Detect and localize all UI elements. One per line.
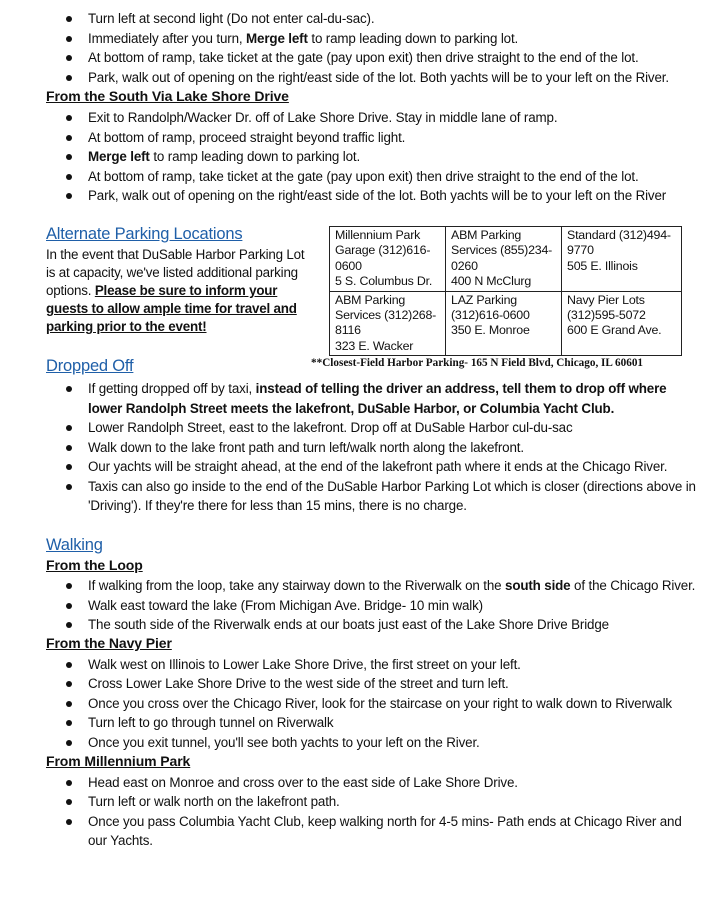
table-cell xyxy=(446,227,562,292)
cell-line: (312)616-0600 xyxy=(451,308,530,323)
text-run: The south side of the Riverwalk ends at our boats just east of the Lake Shore Drive Bridge xyxy=(88,617,609,632)
bullet-icon xyxy=(66,484,72,490)
bullet-icon xyxy=(66,799,72,805)
bullet-icon xyxy=(66,701,72,707)
list-item-text xyxy=(88,773,518,793)
text-run: Exit to Randolph/Wacker Dr. off of Lake Shore Drive. Stay in middle lane of ramp. xyxy=(88,110,558,125)
text-run: At bottom of ramp, take ticket at the gate (pay upon exit) then drive straight to the end of the lot. xyxy=(88,168,639,184)
list-item-text xyxy=(88,596,483,616)
list-item-text xyxy=(88,576,695,596)
table-cell xyxy=(330,291,446,356)
list-item-text xyxy=(88,438,524,458)
bullet-icon xyxy=(66,115,72,121)
cell-line: ABM Parking xyxy=(451,228,522,242)
bullet-icon xyxy=(66,720,72,726)
section-heading-walking: Walking xyxy=(46,536,103,554)
text-run: Walk west on Illinois to Lower Lake Shore Drive, the first street on your left. xyxy=(88,656,521,672)
bullet-icon xyxy=(66,583,72,589)
bullet-icon xyxy=(66,75,72,81)
text-run: Head east on Monroe and cross over to the east side of Lake Shore Drive. xyxy=(88,774,518,790)
cell-line: 9770 xyxy=(567,243,594,258)
list-item-text xyxy=(88,674,509,694)
text-run: At bottom of ramp, take ticket at the gate (pay upon exit) then drive straight to the end of the lot. xyxy=(88,50,639,65)
subsection-heading-millennium: From Millennium Park xyxy=(46,753,191,769)
text-run: Once you pass Columbia Yacht Club, keep walking north for 4-5 mins- Path ends at Chicago River and xyxy=(88,813,682,829)
table-cell xyxy=(562,227,682,292)
bold-text: Merge left xyxy=(246,30,308,46)
list-item-text xyxy=(88,477,696,516)
text-run: 'Driving'). If they're there for less than 15 mins, there is no charge. xyxy=(88,498,467,513)
bullet-icon xyxy=(66,622,72,628)
table-cell xyxy=(446,291,562,356)
list-item-text xyxy=(88,812,682,851)
text-run: Our yachts will be straight ahead, at the end of the lakefront path where it ends at the Chicago River. xyxy=(88,459,668,474)
closest-parking-note: **Closest-Field Harbor Parking- 165 N Field Blvd, Chicago, IL 60601 xyxy=(311,357,644,369)
bullet-icon xyxy=(66,681,72,687)
list-item-text xyxy=(88,68,669,88)
text-run: Turn left or walk north on the lakefront path. xyxy=(88,794,340,809)
text-run: Park, walk out of opening on the right/east side of the lot. Both yachts will be to your left on the River. xyxy=(88,69,669,85)
bullet-icon xyxy=(66,425,72,431)
text-run: of the Chicago River. xyxy=(570,578,696,593)
bold-text: Merge left xyxy=(88,149,150,164)
bullet-icon xyxy=(66,16,72,22)
list-item-text xyxy=(88,379,666,418)
bullet-icon xyxy=(66,662,72,668)
text-run: Once you exit tunnel, you'll see both yachts to your left on the River. xyxy=(88,734,480,750)
bullet-icon xyxy=(66,193,72,199)
text-run: Walk down to the lake front path and turn left/walk north along the lakefront. xyxy=(88,439,524,455)
bullet-icon xyxy=(66,780,72,786)
cell-line: 505 E. Illinois xyxy=(567,258,638,273)
section-heading-alternate-parking: Alternate Parking Locations xyxy=(46,225,243,243)
bullet-icon xyxy=(66,135,72,141)
list-item-text xyxy=(88,167,639,187)
text-run: Once you cross over the Chicago River, look for the staircase on your right to walk down to Riverwalk xyxy=(88,695,672,711)
cell-line: Services (855)234- xyxy=(451,243,553,258)
cell-line: 400 N McClurg xyxy=(451,274,532,289)
bullet-icon xyxy=(66,819,72,825)
bullet-icon xyxy=(66,154,72,160)
subsection-heading-loop: From the Loop xyxy=(46,557,143,573)
list-item-text xyxy=(88,457,667,477)
cell-line: (312)595-5072 xyxy=(567,308,646,323)
text-run: Taxis can also go inside to the end of the DuSable Harbor Parking Lot which is closer (directions above in xyxy=(88,478,696,494)
bullet-icon xyxy=(66,445,72,451)
cell-line: 323 E. Wacker xyxy=(335,338,414,353)
bullet-icon xyxy=(66,386,72,392)
text-run: Immediately after you turn, xyxy=(88,30,247,46)
list-item-text xyxy=(88,733,480,753)
bullet-icon xyxy=(66,740,72,746)
list-item-text xyxy=(88,29,518,49)
bullet-icon xyxy=(66,603,72,609)
cell-line: Millennium Park xyxy=(335,228,421,242)
cell-line: 8116 xyxy=(335,323,361,338)
bullet-icon xyxy=(66,464,72,470)
alternate-parking-intro xyxy=(46,246,316,336)
text-run: If getting dropped off by taxi, xyxy=(88,381,256,396)
list-item-text xyxy=(88,418,573,438)
list-item-text xyxy=(88,655,521,675)
cell-line: Services (312)268- xyxy=(335,308,437,323)
list-item-text xyxy=(88,147,360,167)
cell-line: ABM Parking xyxy=(335,292,406,307)
list-item-text xyxy=(88,713,333,733)
cell-line: 0260 xyxy=(451,258,478,273)
table-row xyxy=(330,291,682,356)
text-run: Turn left to go through tunnel on Riverwalk xyxy=(88,715,334,730)
section-heading-dropped-off: Dropped Off xyxy=(46,357,134,375)
cell-line: 600 E Grand Ave. xyxy=(567,323,662,338)
text-run: If walking from the loop, take any stairway down to the Riverwalk on the xyxy=(88,578,506,593)
subsection-heading-navy-pier: From the Navy Pier xyxy=(46,635,172,651)
bold-text: lower Randolph Street meets the lakefront, DuSable Harbor, or Columbia Yacht Club. xyxy=(88,400,615,416)
list-item-text xyxy=(88,186,666,206)
text-run: to ramp leading down to parking lot. xyxy=(149,149,361,164)
cell-line: Navy Pier Lots xyxy=(567,292,645,307)
text-run: Cross Lower Lake Shore Drive to the west side of the street and turn left. xyxy=(88,676,509,691)
table-row xyxy=(330,227,682,292)
text-run: to ramp leading down to parking lot. xyxy=(307,30,519,46)
table-cell xyxy=(330,227,446,292)
list-item-text xyxy=(88,108,557,128)
cell-line: 350 E. Monroe xyxy=(451,323,530,338)
list-item-text xyxy=(88,48,639,68)
text-run: our Yachts. xyxy=(88,833,153,848)
cell-line: 0600 xyxy=(335,258,362,273)
list-item-text xyxy=(88,615,609,635)
cell-line: 5 S. Columbus Dr. xyxy=(335,274,433,289)
subsection-heading-south: From the South Via Lake Shore Drive xyxy=(46,88,289,104)
bold-text: south side xyxy=(505,578,571,593)
list-item-text xyxy=(88,128,405,148)
cell-line: Standard (312)494- xyxy=(567,228,671,242)
table-cell xyxy=(562,291,682,356)
list-item-text xyxy=(88,9,374,29)
text-run: Turn left at second light (Do not enter cal-du-sac). xyxy=(88,11,375,26)
bold-text: instead of telling the driver an address, tell them to drop off where xyxy=(255,381,667,396)
intro-emphasis: Please be sure to inform your guests to allow ample time for travel and parking prior to the event! xyxy=(46,283,297,334)
cell-line: Garage (312)616- xyxy=(335,243,431,258)
text-run: Lower Randolph Street, east to the lakefront. Drop off at DuSable Harbor cul-du-sac xyxy=(88,420,573,435)
bullet-icon xyxy=(66,55,72,61)
list-item-text xyxy=(88,792,340,812)
text-run: Park, walk out of opening on the right/east side of the lot. Both yachts will be to your left on the River xyxy=(88,188,667,203)
bullet-icon xyxy=(66,174,72,180)
cell-line: LAZ Parking xyxy=(451,292,517,307)
intro-text: In the event that DuSable Harbor Parking Lot is at capacity, we've listed additional parking options. xyxy=(46,247,305,298)
parking-table xyxy=(329,226,682,356)
list-item-text xyxy=(88,694,672,714)
bullet-icon xyxy=(66,36,72,42)
text-run: At bottom of ramp, proceed straight beyond traffic light. xyxy=(88,129,406,145)
text-run: Walk east toward the lake (From Michigan Ave. Bridge- 10 min walk) xyxy=(88,597,483,613)
